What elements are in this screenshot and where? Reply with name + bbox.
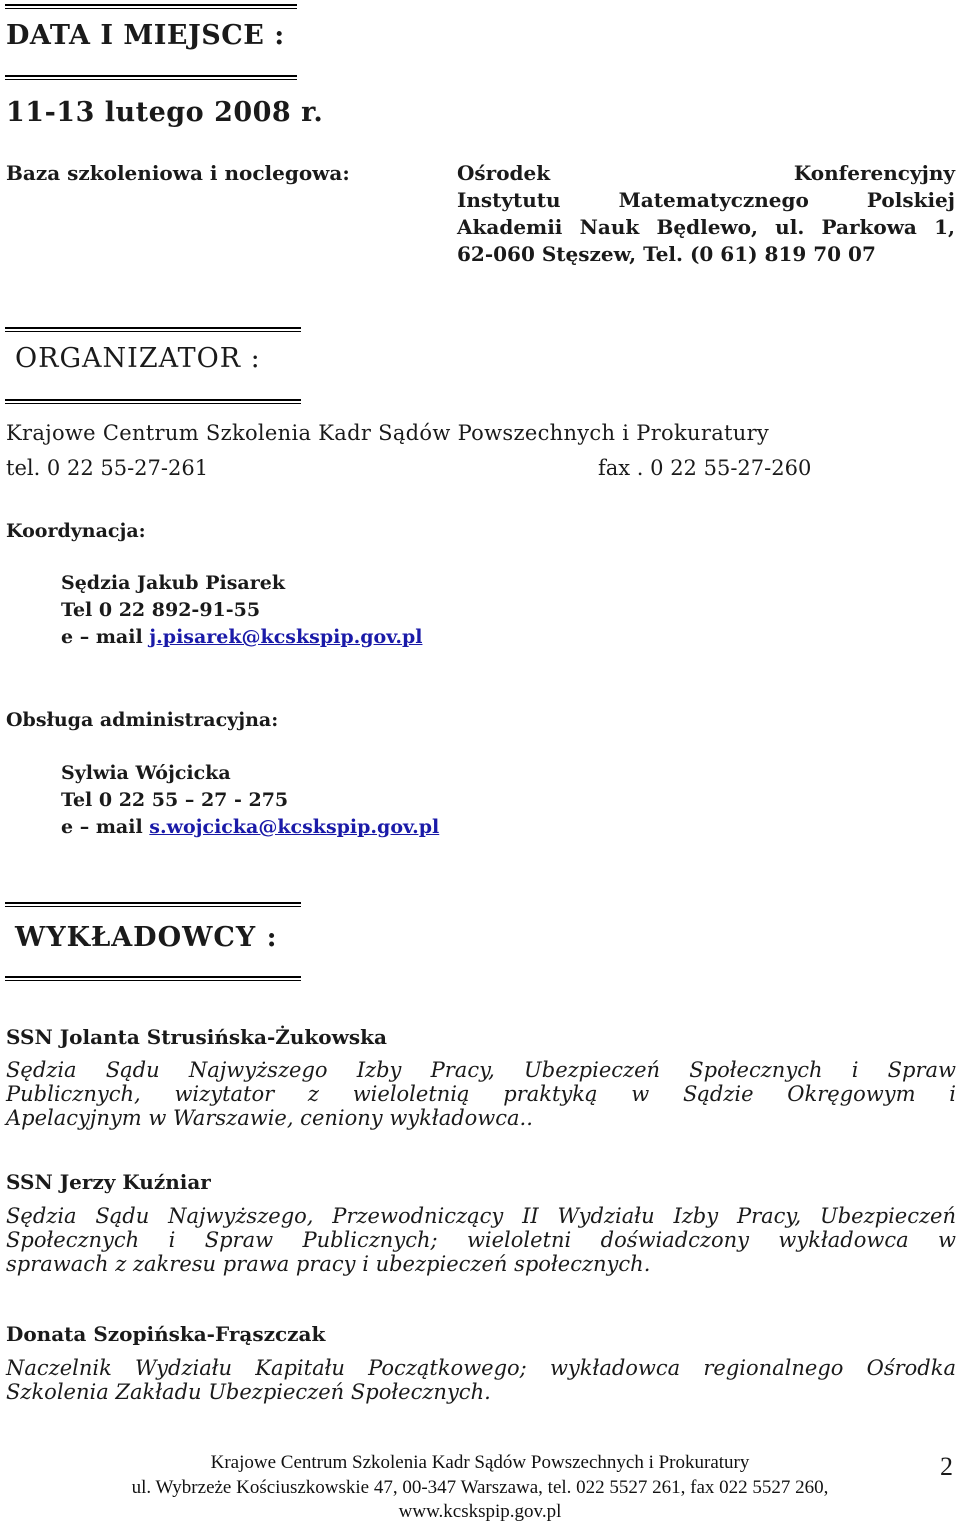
admin-mail-link[interactable]: s.wojcicka@kcskspip.gov.pl — [149, 816, 440, 838]
lecturers-heading: WYKŁADOWCY : — [15, 922, 278, 953]
organizer-tel: tel. 0 22 55-27-261 — [6, 456, 209, 480]
admin-mail-row — [61, 816, 439, 838]
lecturer-1-description — [6, 1058, 956, 1130]
organizer-rule-top — [5, 327, 301, 332]
lecturer-1-line-3: Apelacyjnym w Warszawie, ceniony wykładowca.. — [6, 1106, 533, 1130]
footer-line-2: ul. Wybrzeże Kościuszkowskie 47, 00-347 Warszawa, tel. 022 5527 261, fax 022 5527 260, — [131, 1477, 829, 1498]
lecturer-3-line-2: Szkolenia Zakładu Ubezpieczeń Społecznych. — [6, 1380, 491, 1404]
event-dates: 11-13 lutego 2008 r. — [6, 97, 324, 128]
admin-mail-label: e – mail — [61, 816, 150, 838]
organizer-fax: fax . 0 22 55-27-260 — [598, 456, 812, 480]
venue-address — [457, 161, 955, 269]
coordinator-mail-link[interactable]: j.pisarek@kcskspip.gov.pl — [149, 626, 423, 648]
coordination-label: Koordynacja: — [6, 520, 146, 542]
admin-tel: Tel 0 22 55 – 27 - 275 — [61, 789, 289, 811]
lecturers-rule-bottom — [5, 976, 301, 981]
organizer-heading: ORGANIZATOR : — [15, 343, 261, 374]
footer-line-1: Krajowe Centrum Szkolenia Kadr Sądów Powszechnych i Prokuratury — [210, 1452, 750, 1473]
page-number: 2 — [940, 1452, 953, 1481]
lecturers-rule-top — [5, 902, 301, 907]
coordinator-mail-row — [61, 626, 422, 648]
organizer-rule-bottom — [5, 399, 301, 404]
coordinator-mail-label: e – mail — [61, 626, 150, 648]
lecturer-1-line-1: Sędzia Sądu Najwyższego Izby Pracy, Ubezpieczeń Społecznych i Spraw — [6, 1058, 956, 1082]
lecturer-1-name: SSN Jolanta Strusińska-Żukowska — [6, 1025, 387, 1049]
lecturer-3-line-1: Naczelnik Wydziału Kapitału Początkowego; wykładowca regionalnego Ośrodka — [6, 1356, 956, 1380]
top-rule — [5, 4, 297, 9]
lecturer-2-description — [6, 1204, 956, 1276]
venue-line-2: Instytutu Matematycznego Polskiej — [457, 188, 955, 212]
venue-line-1: Ośrodek Konferencyjny — [457, 161, 955, 185]
footer-line-3: www.kcskspip.gov.pl — [398, 1501, 562, 1522]
lecturer-1-line-2: Publicznych, wizytator z wieloletnią praktyką w Sądzie Okręgowym i — [6, 1082, 956, 1106]
date-place-rule — [5, 75, 297, 80]
organizer-name: Krajowe Centrum Szkolenia Kadr Sądów Powszechnych i Prokuratury — [6, 421, 770, 445]
lecturer-2-name: SSN Jerzy Kuźniar — [6, 1170, 211, 1194]
base-label: Baza szkoleniowa i noclegowa: — [6, 161, 350, 185]
venue-line-3: Akademii Nauk Będlewo, ul. Parkowa 1, — [457, 215, 955, 239]
admin-label: Obsługa administracyjna: — [6, 709, 279, 731]
admin-name: Sylwia Wójcicka — [61, 762, 231, 784]
coordinator-tel: Tel 0 22 892-91-55 — [61, 599, 261, 621]
date-place-heading: DATA I MIEJSCE : — [6, 20, 285, 51]
lecturer-3-name: Donata Szopińska-Frąszczak — [6, 1322, 326, 1346]
lecturer-2-line-1: Sędzia Sądu Najwyższego, Przewodniczący II Wydziału Izby Pracy, Ubezpieczeń — [6, 1204, 956, 1228]
lecturer-2-line-3: sprawach z zakresu prawa pracy i ubezpieczeń społecznych. — [6, 1252, 651, 1276]
venue-line-4: 62-060 Stęszew, Tel. (0 61) 819 70 07 — [457, 242, 876, 266]
coordinator-name: Sędzia Jakub Pisarek — [61, 572, 285, 594]
lecturer-3-description — [6, 1356, 956, 1404]
lecturer-2-line-2: Społecznych i Spraw Publicznych; wieloletni doświadczony wykładowca w — [6, 1228, 956, 1252]
